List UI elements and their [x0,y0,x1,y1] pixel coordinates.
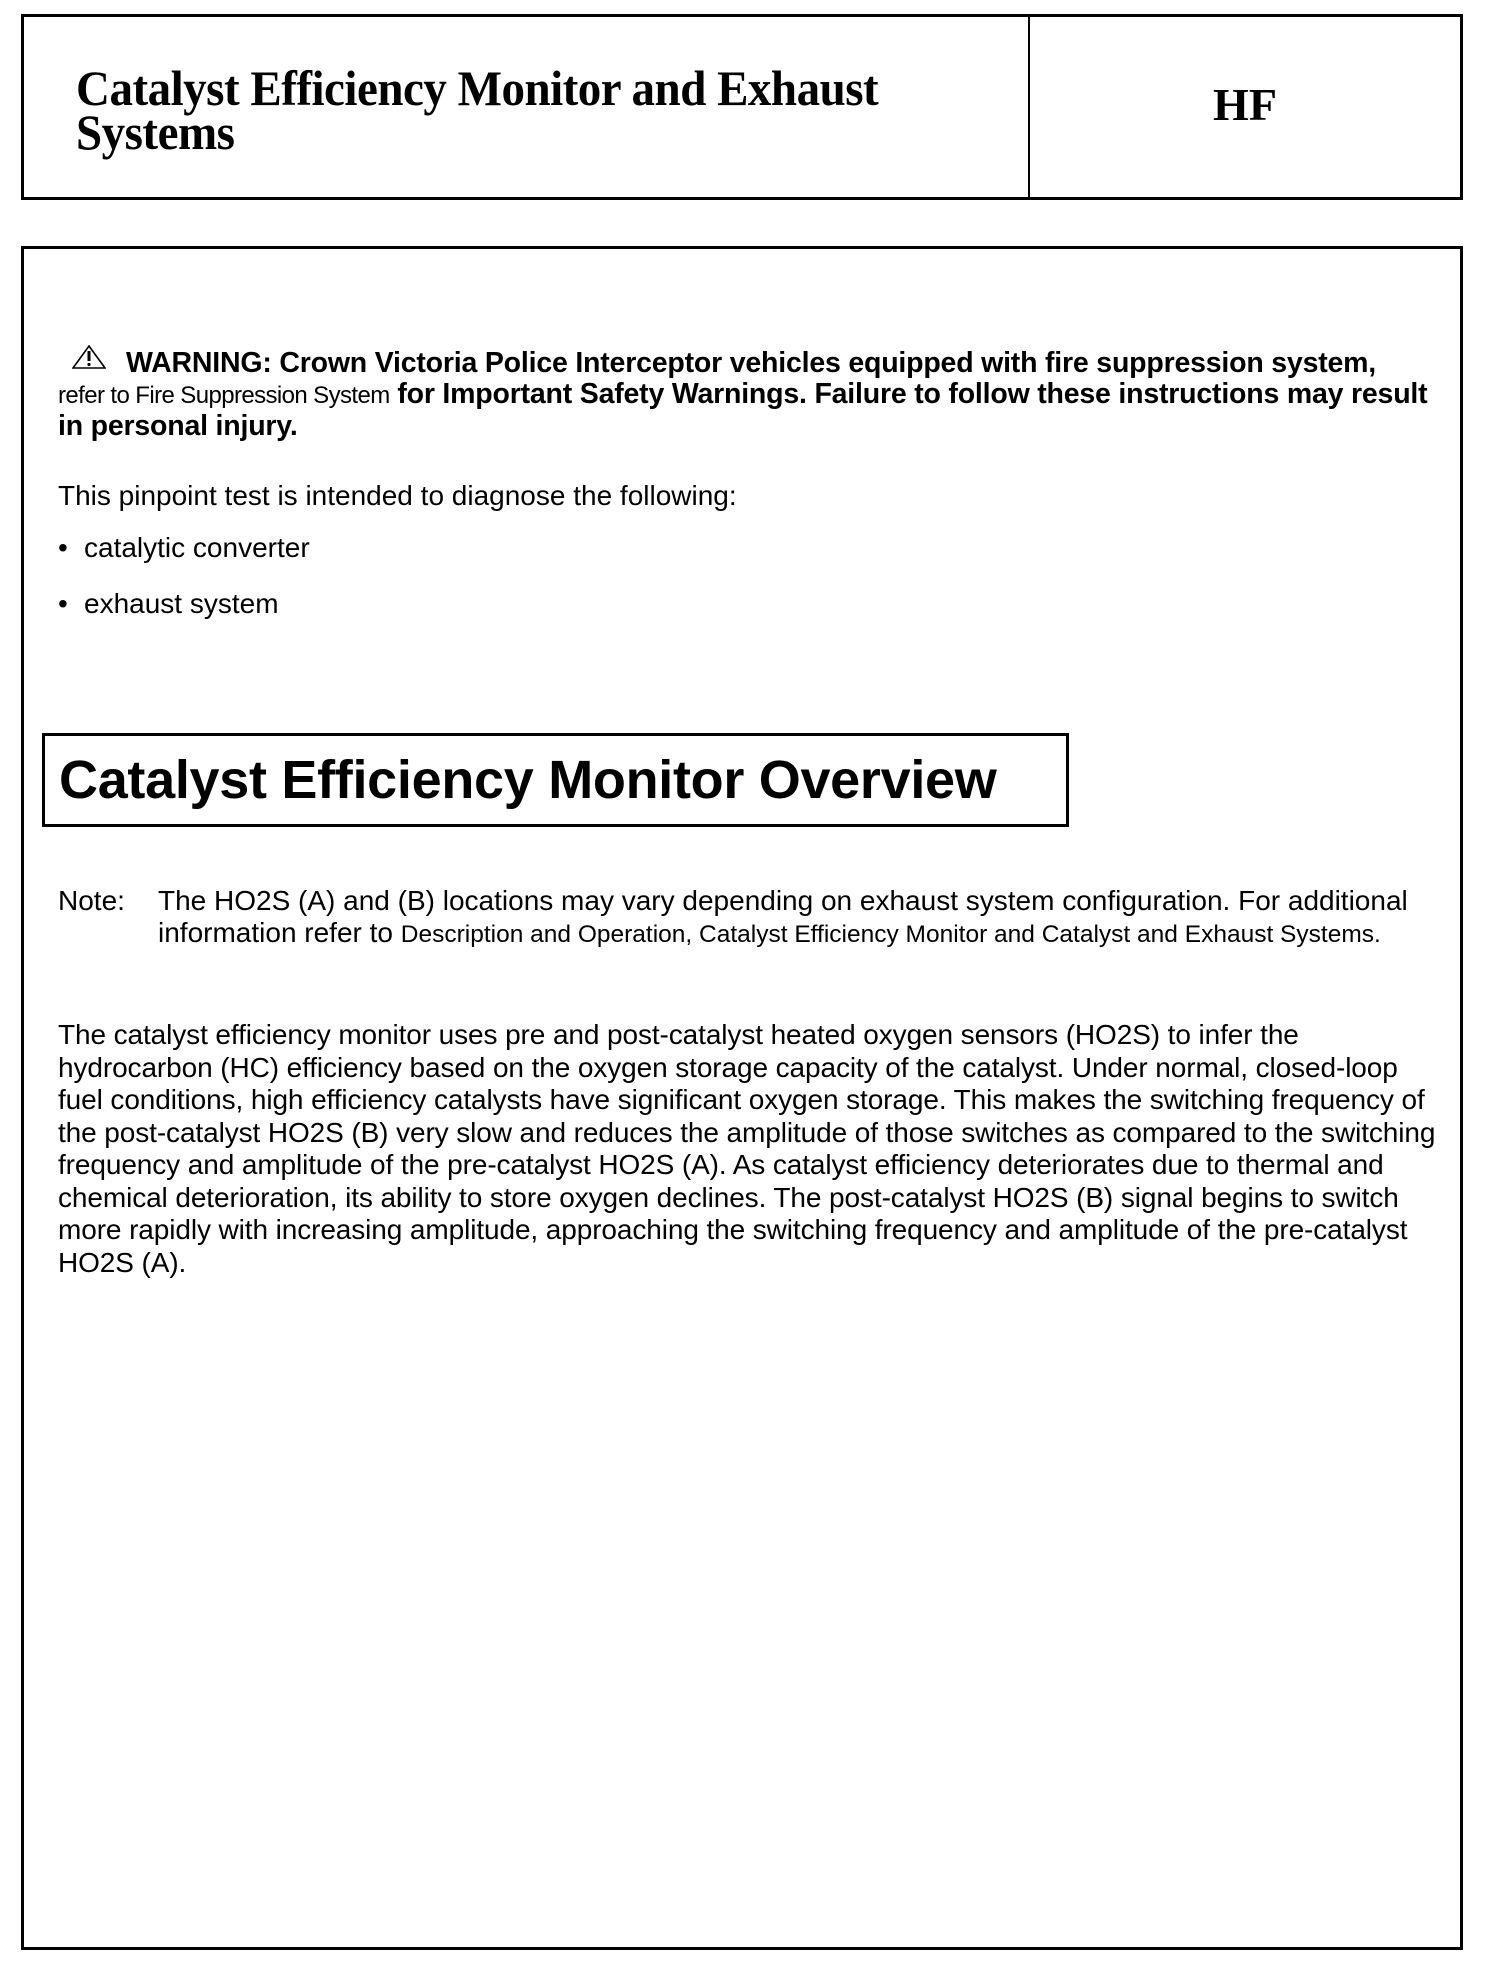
fire-suppression-link[interactable]: refer to Fire Suppression System [58,382,390,409]
note-label: Note: [58,885,125,916]
page-header [21,14,1463,200]
note [58,885,1438,951]
note-body [158,885,1438,951]
list-item-text: catalytic converter [84,532,310,563]
note-text: The HO2S (A) and (B) locations may vary depending on exhaust system configuration. For additional information refer to [158,885,1408,948]
header-code-cell [1030,17,1460,197]
warning-triangle-icon [72,345,106,369]
bullet-icon: • [58,532,68,563]
description-operation-link[interactable]: Description and Operation, Catalyst Efficiency Monitor and Catalyst and Exhaust Systems. [400,921,1381,948]
list-item [58,587,310,643]
section-code: HF [1213,78,1277,130]
warning-text: WARNING: Crown Victoria Police Interceptor vehicles equipped with fire suppression system, [126,347,1377,379]
bullet-icon: • [58,588,68,619]
list-item-text: exhaust system [84,588,279,619]
header-title-cell [24,17,1030,197]
intro-text: This pinpoint test is intended to diagnose the following: [58,480,737,511]
list-item [58,531,310,587]
section-heading: Catalyst Efficiency Monitor Overview [59,750,997,810]
overview-paragraph: The catalyst efficiency monitor uses pre and post-catalyst heated oxygen sensors (HO2S) to infer the hydrocarbon (HC) efficiency based on the oxygen storage capacity of the catalyst. Under normal, closed-loop fuel conditions, high efficiency catalysts have significant oxygen storage. This makes the switching frequency of the post-catalyst HO2S (B) very slow and reduces the amplitude of those switches as compared to the switching frequency and amplitude of the pre-catalyst HO2S (A). As catalyst efficiency deteriorates due to thermal and chemical deterioration, its ability to store oxygen declines. The post-catalyst HO2S (B) signal begins to switch more rapidly with increasing amplitude, approaching the switching frequency and amplitude of the pre-catalyst HO2S (A). [58,1019,1436,1278]
content-panel [21,246,1463,1950]
page-title: Catalyst Efficiency Monitor and Exhaust Systems [76,61,879,161]
section-heading-box [42,733,1069,827]
safety-warning [58,345,1428,442]
warning-text-continued: for Important Safety Warnings. Failure to follow these instructions may result in personal injury. [58,378,1428,442]
diagnose-list [58,531,310,643]
